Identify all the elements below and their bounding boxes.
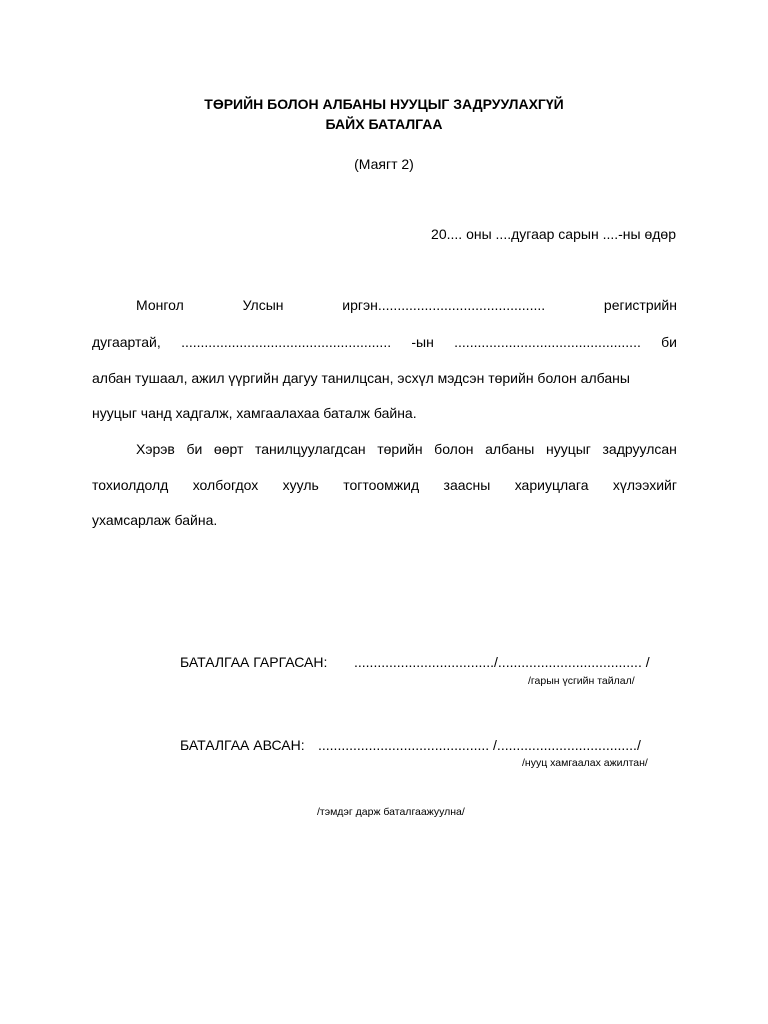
para1-line3: албан тушаал, ажил үүргийн дагуу танилцсан, эсхүл мэдсэн төрийн болон албаны — [92, 370, 630, 386]
signature-receiver-note: /нууц хамгаалах ажилтан/ — [522, 757, 648, 769]
para2-word: тохиолдолд — [92, 477, 169, 493]
signature-receiver-fill: ............................................ /..................................../ — [318, 737, 641, 753]
para2-word: хариуцлага — [514, 477, 589, 493]
para2-line1 — [136, 441, 677, 457]
stamp-note: /тэмдэг дарж баталгаажуулна/ — [317, 806, 465, 818]
para2-word: хүлээхийг — [612, 477, 677, 493]
signature-giver-fill: ..................................../..................................... / — [354, 654, 650, 670]
para2-line3: ухамсарлаж байна. — [92, 512, 218, 528]
para1-word: ................................................ — [454, 334, 641, 350]
para2-line2 — [92, 477, 677, 493]
para1-line4: нууцыг чанд хадгалж, хамгаалахаа баталж байна. — [92, 405, 417, 421]
para2-word: холбогдох — [192, 477, 259, 493]
para1-word: -ын — [411, 334, 434, 350]
document-title-line2: БАЙХ БАТАЛГАА — [325, 116, 443, 132]
signature-receiver-label: БАТАЛГАА АВСАН: — [180, 737, 305, 753]
para2-word: төрийн — [377, 441, 423, 457]
para1-line2 — [92, 334, 677, 350]
para1-word: иргэн........................................... — [342, 297, 546, 313]
para2-word: танилцуулагдсан — [255, 441, 366, 457]
para1-word: дугаартай, — [92, 334, 161, 350]
para2-word: Хэрэв — [136, 441, 175, 457]
signature-giver-note: /гарын үсгийн тайлал/ — [528, 675, 635, 687]
para2-word: тогтоомжид — [343, 477, 420, 493]
para2-word: болон — [434, 441, 474, 457]
para2-word: хууль — [282, 477, 319, 493]
para2-word: задруулсан — [602, 441, 677, 457]
para1-word: Улсын — [242, 297, 284, 313]
para1-line1 — [136, 297, 677, 313]
document-title-line1: ТӨРИЙН БОЛОН АЛБАНЫ НУУЦЫГ ЗАДРУУЛАХГҮЙ — [204, 96, 564, 112]
para1-word: би — [661, 334, 677, 350]
date-line: 20.... оны ....дугаар сарын ....-ны өдөр — [431, 226, 676, 242]
para2-word: албаны — [485, 441, 535, 457]
signature-giver-label: БАТАЛГАА ГАРГАСАН: — [180, 654, 328, 670]
para2-word: би — [186, 441, 203, 457]
para2-word: өөрт — [213, 441, 244, 457]
para1-word: регистрийн — [603, 297, 677, 313]
para2-word: заасны — [443, 477, 491, 493]
para1-word: ...................................................... — [181, 334, 392, 350]
para2-word: нууцыг — [545, 441, 591, 457]
form-label: (Маягт 2) — [354, 156, 414, 172]
para1-word: Монгол — [136, 297, 184, 313]
